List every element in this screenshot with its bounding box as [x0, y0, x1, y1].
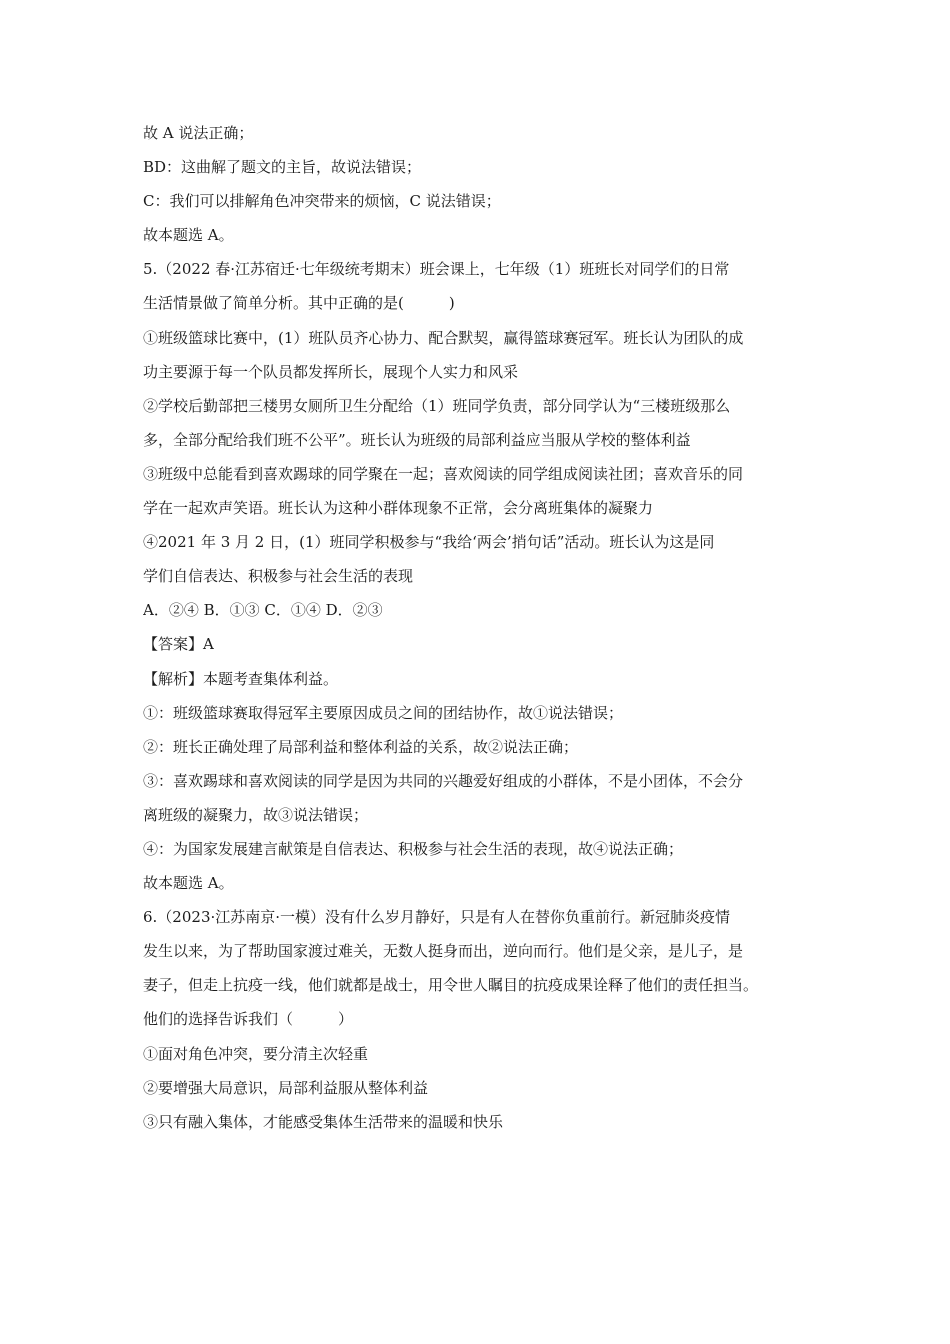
text-line: 故 A 说法正确；: [143, 124, 254, 142]
option-1: ①班级篮球比赛中，(1）班队员齐心协力、配合默契，赢得篮球赛冠军。班长认为团队的成: [143, 328, 744, 347]
text-line: BD：这曲解了题文的主旨，故说法错误；: [143, 158, 422, 177]
option-1: ①面对角色冲突，要分清主次轻重: [143, 1044, 369, 1063]
text-line: 故本题选 A。: [143, 874, 234, 893]
text-line: 妻子，但走上抗疫一线，他们就都是战士，用令世人瞩目的抗疫成果诠释了他们的责任担当。: [143, 976, 759, 995]
analysis-label: 【解析】本题考查集体利益。: [143, 669, 339, 688]
text-line: 发生以来，为了帮助国家渡过难关，无数人挺身而出，逆向而行。他们是父亲，是儿子，是: [143, 942, 744, 961]
option-2: ②学校后勤部把三楼男女厕所卫生分配给（1）班同学负责，部分同学认为“三楼班级那么: [143, 396, 731, 415]
analysis-item: ④：为国家发展建言献策是自信表达、积极参与社会生活的表现，故④说法正确；: [143, 839, 684, 858]
analysis-item: ③：喜欢踢球和喜欢阅读的同学是因为共同的兴趣爱好组成的小群体，不是小团体，不会分: [143, 771, 744, 790]
text-line: 离班级的凝聚力，故③说法错误；: [143, 805, 369, 824]
option-3: ③只有融入集体，才能感受集体生活带来的温暖和快乐: [143, 1112, 504, 1131]
question-5-stem: 5.（2022 春·江苏宿迁·七年级统考期末）班会课上，七年级（1）班班长对同学们的日常: [143, 260, 730, 279]
option-4: ④2021 年 3 月 2 日，(1）班同学积极参与“我给‘两会’捎句话”活动。班长认为这是同: [143, 533, 715, 552]
text-line: 多，全部分配给我们班不公平”。班长认为班级的局部利益应当服从学校的整体利益: [143, 430, 691, 449]
text-line: 生活情景做了简单分析。其中正确的是( ): [143, 294, 455, 313]
text-line: 故本题选 A。: [143, 226, 234, 245]
text-line: C：我们可以排解角色冲突带来的烦恼，C 说法错误；: [143, 192, 501, 211]
text-line: 学们自信表达、积极参与社会生活的表现: [143, 567, 414, 586]
question-6-stem: 6.（2023·江苏南京·一模）没有什么岁月静好，只是有人在替你负重前行。新冠肺炎疫情: [143, 908, 731, 927]
option-2: ②要增强大局意识，局部利益服从整体利益: [143, 1078, 429, 1097]
document-body: [143, 116, 811, 1139]
analysis-item: ①：班级篮球赛取得冠军主要原因成员之间的团结协作，故①说法错误；: [143, 703, 624, 722]
analysis-item: ②：班长正确处理了局部利益和整体利益的关系，故②说法正确；: [143, 737, 579, 756]
answer-label: 【答案】A: [143, 635, 214, 654]
text-line: 他们的选择告诉我们（ ）: [143, 1010, 354, 1029]
option-3: ③班级中总能看到喜欢踢球的同学聚在一起；喜欢阅读的同学组成阅读社团；喜欢音乐的同: [143, 464, 744, 483]
text-line: 功主要源于每一个队员都发挥所长，展现个人实力和风采: [143, 362, 519, 381]
text-line: 学在一起欢声笑语。班长认为这种小群体现象不正常，会分离班集体的凝聚力: [143, 499, 654, 518]
answer-choices: A．②④ B．①③ C．①④ D．②③: [143, 601, 383, 620]
